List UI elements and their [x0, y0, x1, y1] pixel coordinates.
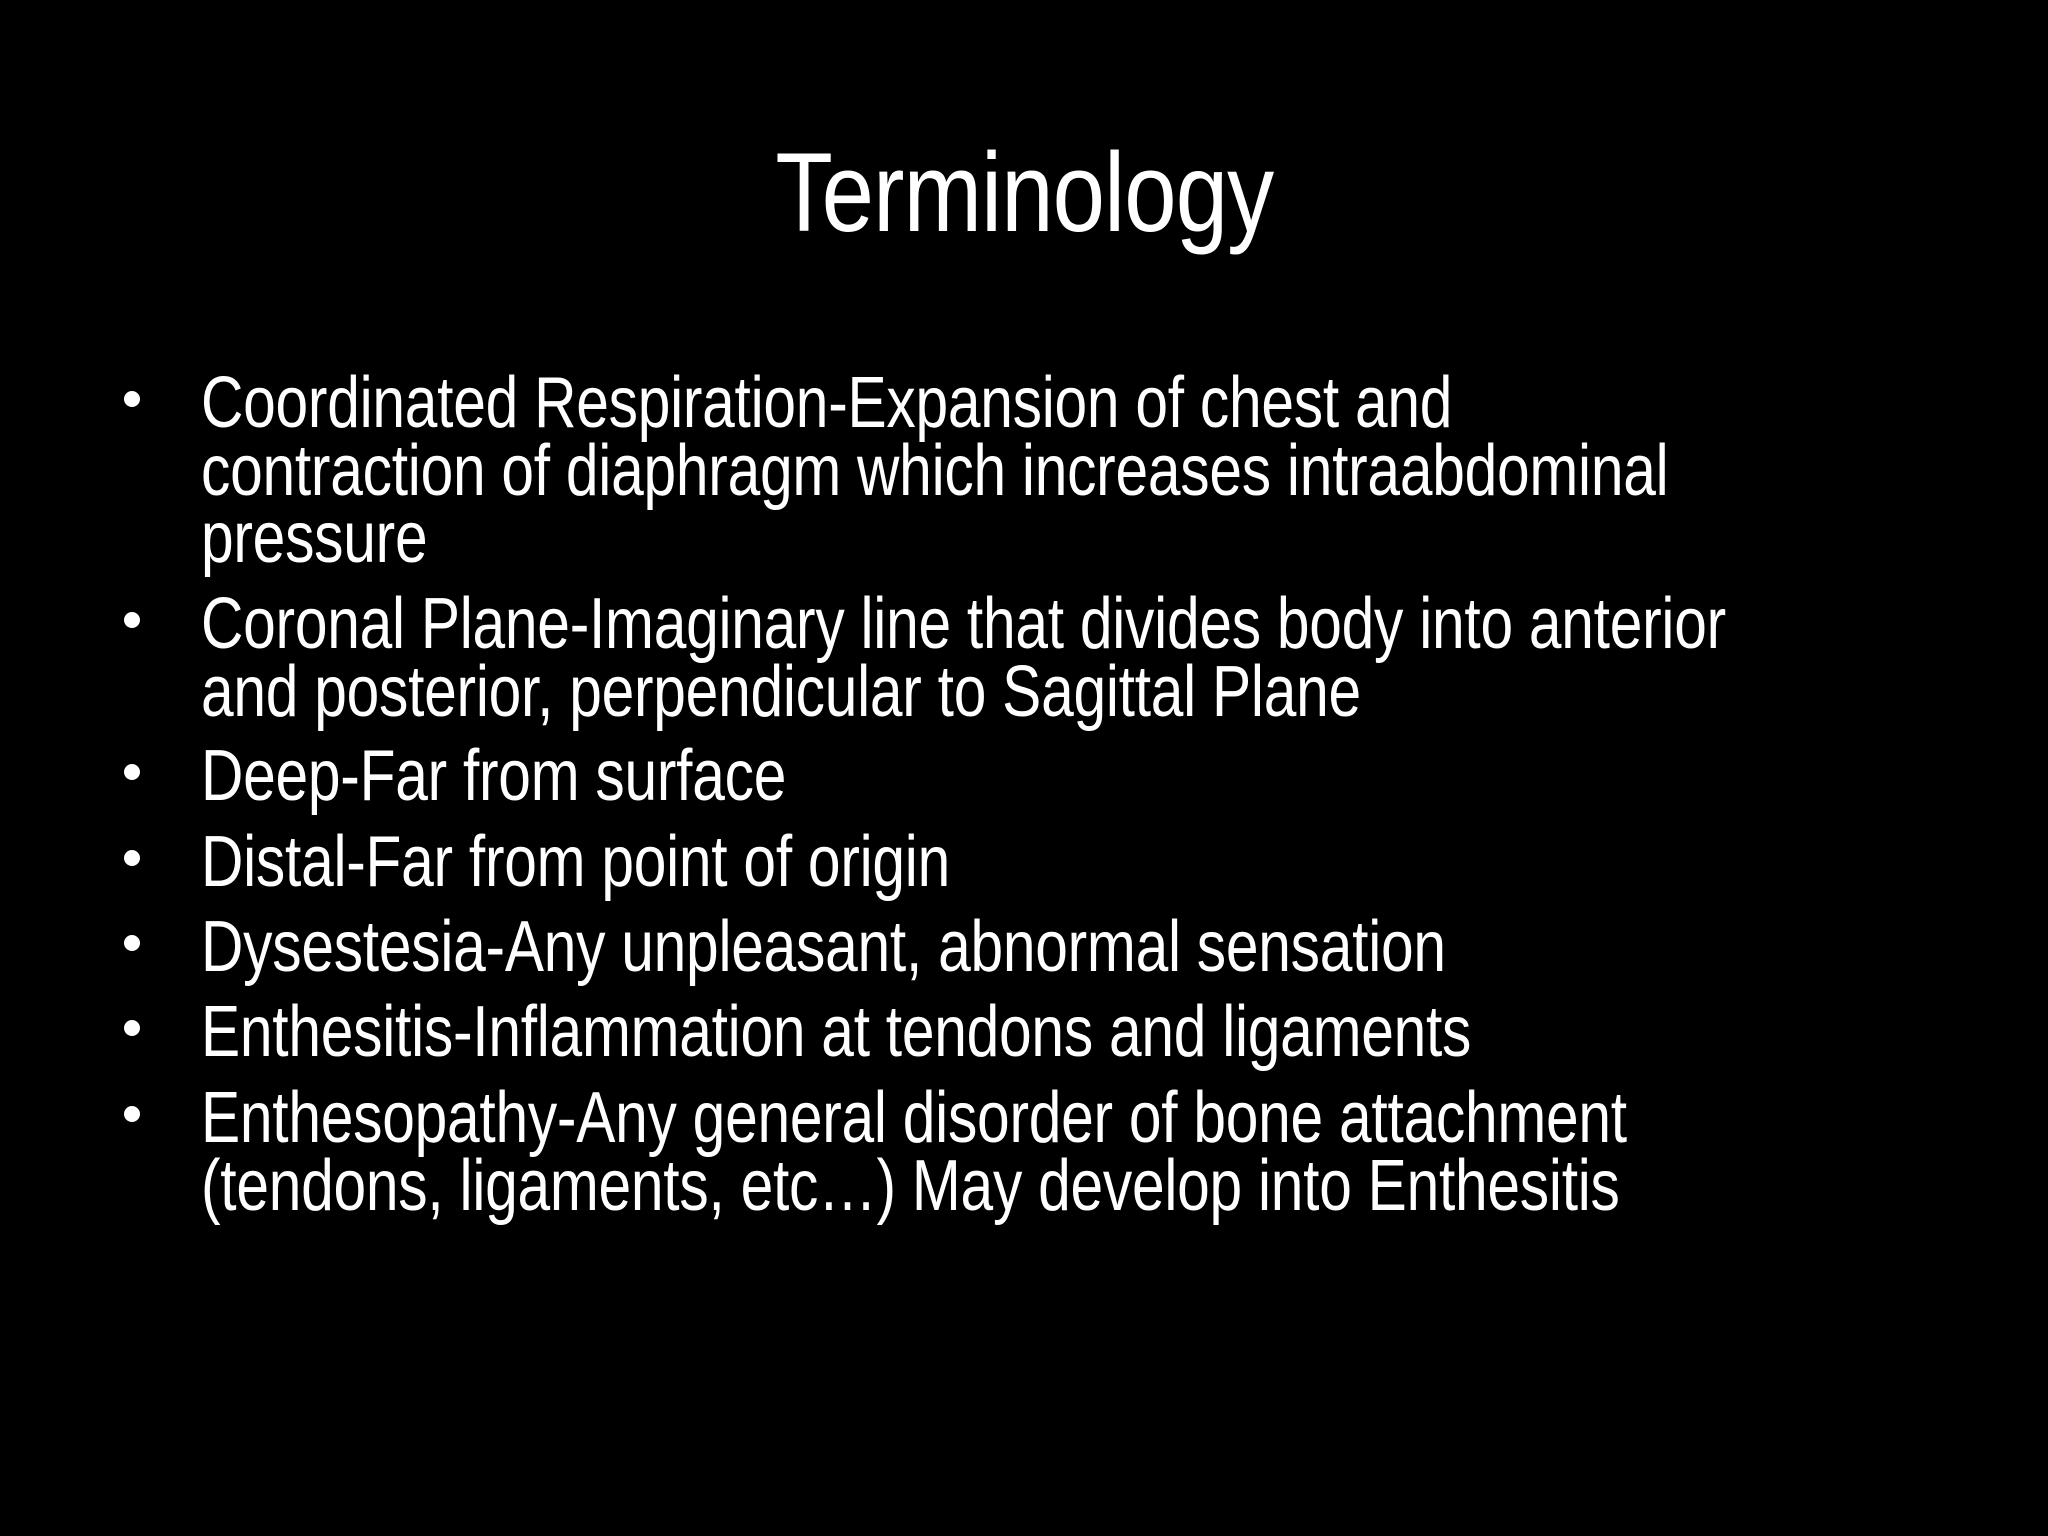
list-item-text-line: Coronal Plane-Imaginary line that divides body into anterior: [201, 584, 1726, 664]
list-item-text-line: pressure: [201, 498, 428, 578]
bullet-icon: [124, 612, 140, 628]
bullet-icon: [124, 1020, 140, 1036]
bullet-icon: [124, 391, 140, 407]
bullet-icon: [124, 1106, 140, 1122]
bullet-icon: [124, 764, 140, 780]
list-item-text-line: Enthesopathy-Any general disorder of bone attachment: [201, 1078, 1627, 1158]
list-item-text-line: Deep-Far from surface: [201, 736, 787, 816]
slide-title-text: Terminology: [775, 130, 1273, 255]
list-item-text-line: Dysestesia-Any unpleasant, abnormal sensation: [201, 907, 1446, 987]
list-item-text-line: Coordinated Respiration-Expansion of chest and: [201, 363, 1453, 443]
bullet-icon: [124, 850, 140, 866]
list-item-text-line: Distal-Far from point of origin: [201, 822, 950, 902]
list-item-text-line: and posterior, perpendicular to Sagittal Plane: [201, 652, 1361, 732]
list-item-text-line: Enthesitis-Inflammation at tendons and ligaments: [201, 992, 1472, 1072]
list-item-text-line: (tendons, ligaments, etc…) May develop into Enthesitis: [201, 1146, 1620, 1226]
bullet-icon: [124, 935, 140, 951]
slide-title: [0, 128, 2048, 258]
list-item-text-line: contraction of diaphragm which increases intraabdominal: [201, 431, 1669, 511]
